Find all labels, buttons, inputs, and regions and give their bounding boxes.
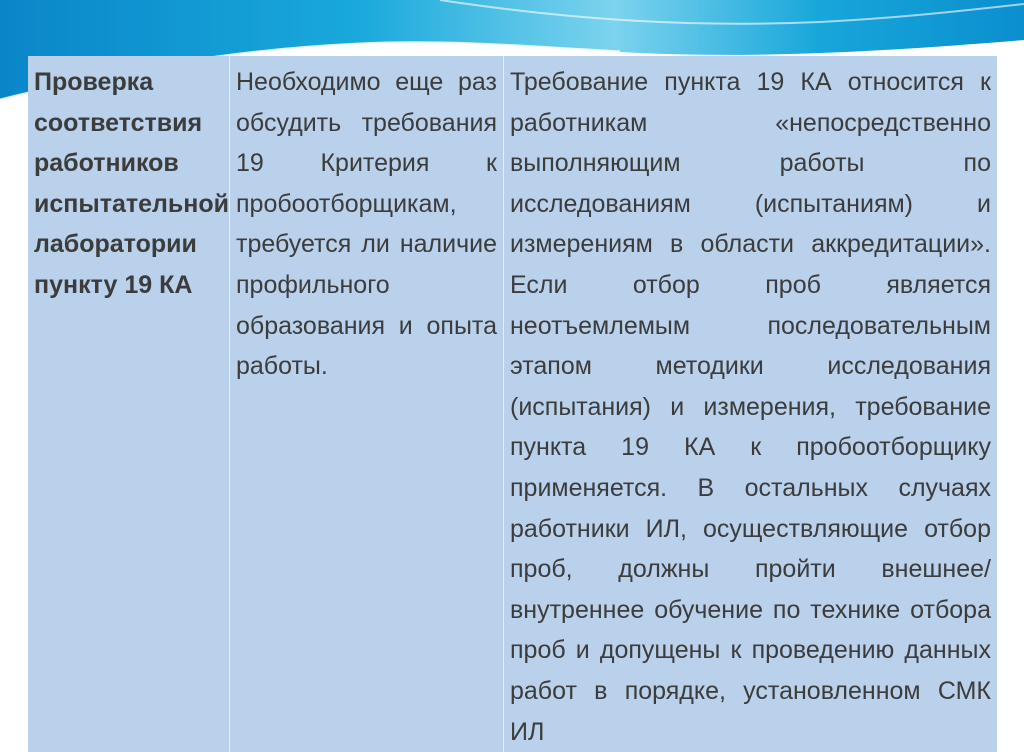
topic-text: Проверка соответствия работников испытательной лаборатории пункту 19 КА [34,68,230,299]
answer-text: Требование пункта 19 КА относится к работникам «непосредственно выполняющим работы по исследованиям (испытаниям) и измерениям в области аккредитации». Если отбор проб является неотъемлемым последовательным этапом методики исследования (испытания) и измерения, требование пункта 19 КА к пробоотборщику применяется. В остальных случаях работники ИЛ, осуществляющие отбор проб, должны пройти внешнее/внутреннее обучение по технике отбора проб и допущены к проведению данных работ в порядке, установленном СМК ИЛ [510,68,991,746]
question-cell [230,56,504,752]
answer-cell [504,56,998,752]
table-row [28,56,997,752]
question-text: Необходимо еще раз обсудить требования 19 Критерия к пробоотборщикам, требуется ли наличие профильного образования и опыта работы. [236,68,497,381]
topic-cell [28,56,230,752]
requirements-table [28,56,997,752]
